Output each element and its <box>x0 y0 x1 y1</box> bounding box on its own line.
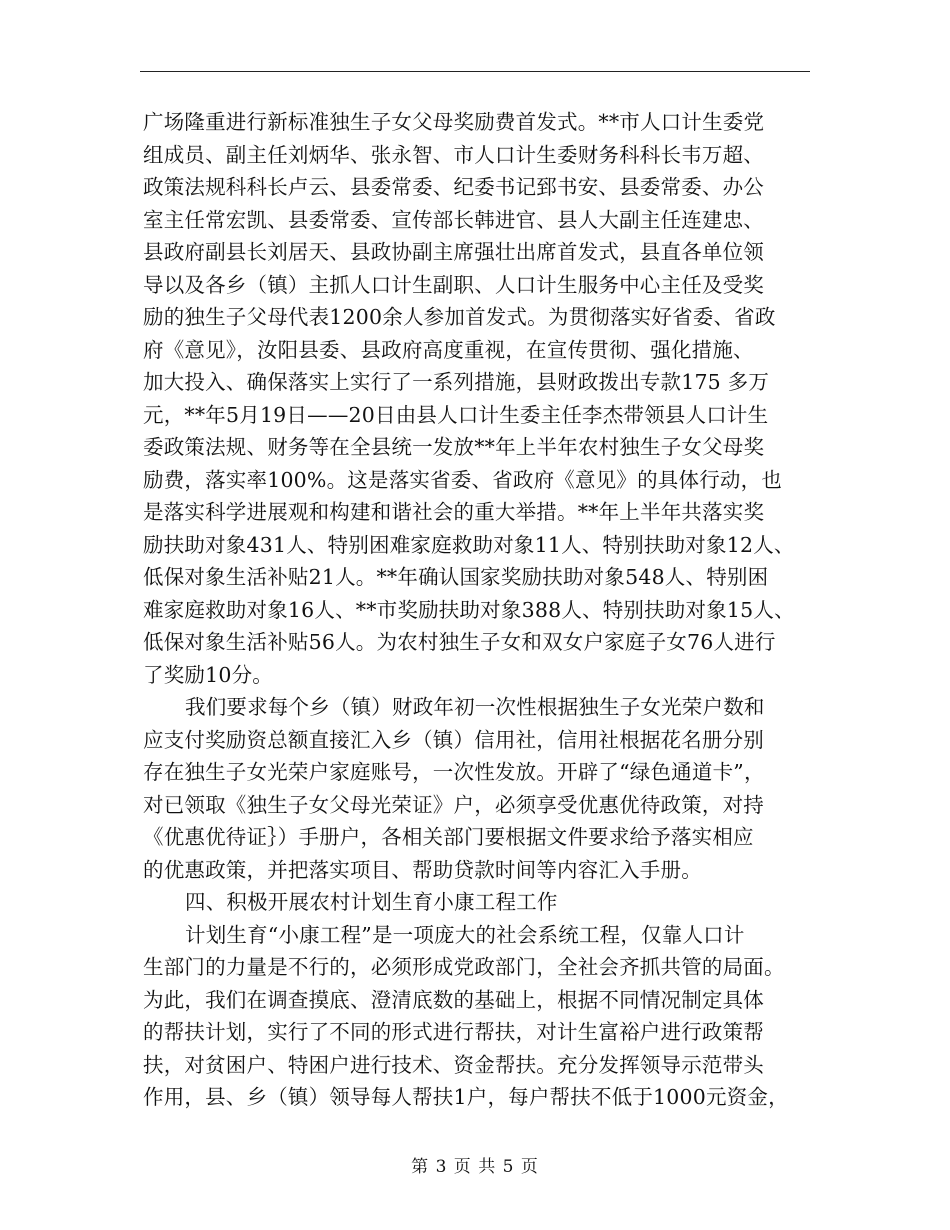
text-line: 为此，我们在调查摸底、澄清底数的基础上，根据不同情况制定具体 <box>143 987 764 1012</box>
text-line: 导以及各乡（镇）主抓人口计生副职、人口计生服务中心主任及受奖 <box>143 272 764 297</box>
text-line: 存在独生子女光荣户家庭账号，一次性发放。开辟了“绿色通道卡”， <box>143 760 765 784</box>
text-line: 励的独生子父母代表1200余人参加首发式。为贯彻落实好省委、省政 <box>143 305 776 329</box>
text-line: 的帮扶计划，实行了不同的形式进行帮扶，对计生富裕户进行政策帮 <box>143 1020 764 1044</box>
section-heading: 四、积极开展农村计划生育小康工程工作 <box>185 890 558 914</box>
text-line: 了奖励10分。 <box>143 662 273 687</box>
text-line: 元，**年5月19日——20日由县人口计生委主任李杰带领县人口计生 <box>143 402 769 427</box>
text-line: 生部门的力量是不行的，必须形成党政部门，全社会齐抓共管的局面。 <box>143 955 785 979</box>
text-line: 《优惠优待证｝）手册户，各相关部门要根据文件要求给予落实相应 <box>143 825 754 849</box>
paragraph-first-line: 我们要求每个乡（镇）财政年初一次性根据独生子女光荣户数和 <box>185 695 765 719</box>
text-line: 励扶助对象431人、特别困难家庭救助对象11人、特别扶助对象12人、 <box>143 532 795 557</box>
text-line: 低保对象生活补贴56人。为农村独生子女和双女户家庭子女76人进行 <box>143 630 776 654</box>
text-line: 励费，落实率100%。这是落实省委、省政府《意见》的具体行动，也 <box>143 467 783 492</box>
text-line: 难家庭救助对象16人、**市奖励扶助对象388人、特别扶助对象15人、 <box>143 597 795 622</box>
page-number-footer: 第 3 页 共 5 页 <box>411 1157 539 1177</box>
text-line: 对已领取《独生子女父母光荣证》户，必须享受优惠优待政策，对持 <box>143 792 764 817</box>
text-line: 扶，对贫困户、特困户进行技术、资金帮扶。充分发挥领导示范带头 <box>143 1052 764 1077</box>
text-line: 室主任常宏凯、县委常委、宣传部长韩进官、县人大副主任连建忠、 <box>143 207 764 232</box>
text-line: 政策法规科科长卢云、县委常委、纪委书记郅书安、县委常委、办公 <box>143 175 764 199</box>
text-line: 委政策法规、财务等在全县统一发放**年上半年农村独生子女父母奖 <box>143 435 765 459</box>
header-rule <box>140 71 810 72</box>
text-line: 组成员、副主任刘炳华、张永智、市人口计生委财务科科长韦万超、 <box>143 142 764 167</box>
text-line: 县政府副县长刘居天、县政协副主席强壮出席首发式，县直各单位领 <box>143 240 764 264</box>
text-line: 加大投入、确保落实上实行了一系列措施，县财政拨出专款175 多万 <box>143 370 770 394</box>
text-line: 的优惠政策，并把落实项目、帮助贷款时间等内容汇入手册。 <box>143 857 702 882</box>
text-line: 低保对象生活补贴21人。**年确认国家奖励扶助对象548人、特别困 <box>143 565 769 589</box>
text-line: 作用，县、乡（镇）领导每人帮扶1户，每户帮扶不低于1000元资金， <box>143 1085 789 1109</box>
text-line: 应支付奖励资总额直接汇入乡（镇）信用社，信用社根据花名册分别 <box>143 727 764 752</box>
text-line: 是落实科学进展观和构建和谐社会的重大举措。**年上半年共落实奖 <box>143 500 765 524</box>
document-body <box>143 106 833 1114</box>
text-line: 广场隆重进行新标准独生子女父母奖励费首发式。**市人口计生委党 <box>143 110 765 134</box>
text-line: 府《意见》，汝阳县委、县政府高度重视，在宣传贯彻、强化措施、 <box>143 337 754 362</box>
paragraph-first-line: 计划生育“小康工程”是一项庞大的社会系统工程，仅靠人口计 <box>185 922 745 947</box>
